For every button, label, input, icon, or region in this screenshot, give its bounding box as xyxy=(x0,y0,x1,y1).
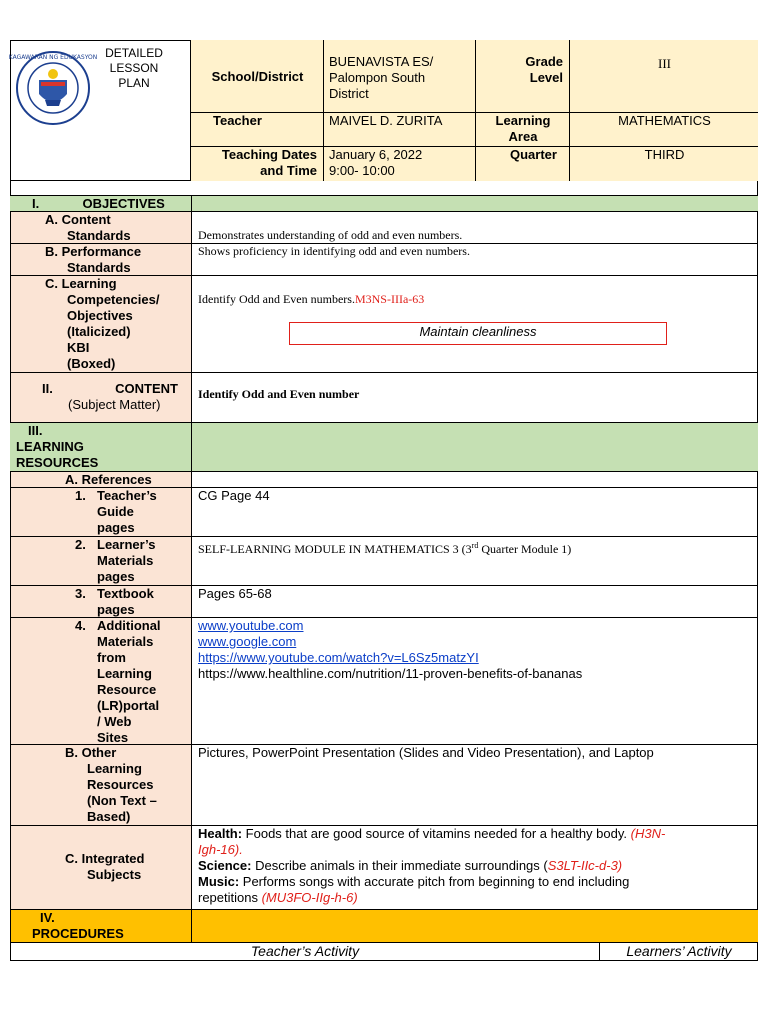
divider xyxy=(191,423,192,472)
quarter-label: Quarter xyxy=(510,147,557,162)
objectives-heading xyxy=(32,196,165,212)
healthline-url: https://www.healthline.com/nutrition/11-proven-benefits-of-bananas xyxy=(198,666,583,681)
label-line: from xyxy=(97,650,126,665)
label-line: Learning xyxy=(87,761,142,776)
grade-label-cell xyxy=(475,40,569,113)
divider xyxy=(191,212,192,244)
label-line: Learner’s xyxy=(97,537,156,552)
heading-line: RESOURCES xyxy=(16,455,99,470)
content-num: II. xyxy=(42,381,53,396)
other-resources-row xyxy=(10,745,758,826)
other-resources-value: Pictures, PowerPoint Presentation (Slides and Video Presentation), and Laptop xyxy=(198,745,654,760)
label-line: Resource xyxy=(97,682,157,697)
dates-value-cell xyxy=(323,147,475,181)
divider xyxy=(191,472,192,488)
content-standards-row xyxy=(10,212,758,244)
google-link[interactable]: www.google.com xyxy=(198,634,297,649)
music-text: repetitions xyxy=(198,890,262,905)
objectives-num: I. xyxy=(32,196,40,211)
performance-standards-label xyxy=(45,244,141,276)
area-value-cell xyxy=(569,113,758,147)
performance-standards-value: Shows proficiency in identifying odd and even numbers. xyxy=(198,244,470,258)
label-line: Standards xyxy=(67,228,131,243)
competencies-label xyxy=(45,276,159,372)
heading-line: IV. xyxy=(40,910,55,925)
label-line: A. Content xyxy=(45,212,111,227)
label-line: (Boxed) xyxy=(67,356,116,371)
label-line: C. Learning xyxy=(45,276,117,291)
dates-label-line: and Time xyxy=(260,163,317,178)
area-label xyxy=(476,113,570,145)
label-line: Teacher’s xyxy=(97,488,157,503)
item-label xyxy=(97,488,197,536)
teachers-guide-label xyxy=(75,488,157,535)
science-text: Describe animals in their immediate surroundings ( xyxy=(251,858,548,873)
health-code-cont: Igh-16). xyxy=(198,842,243,857)
plan-title-line: PLAN xyxy=(118,76,150,90)
header-logo-cell xyxy=(10,40,190,181)
label-line: B. Other xyxy=(65,745,117,760)
label-line: (Italicized) xyxy=(67,324,131,339)
label-line: / Web xyxy=(97,714,132,729)
content-standards-value: Demonstrates understanding of odd and even numbers. xyxy=(198,228,463,242)
dates-value-line: January 6, 2022 xyxy=(329,147,423,162)
resources-heading-row xyxy=(10,423,758,472)
school-label: School/District xyxy=(211,69,304,84)
label-line: KBI xyxy=(67,340,90,355)
area-label-line: Area xyxy=(508,129,538,144)
learners-materials-row xyxy=(10,537,758,586)
school-value-cell xyxy=(323,40,475,113)
item-num: 1. xyxy=(75,488,86,503)
competencies-row xyxy=(10,276,758,373)
quarter-label-cell xyxy=(475,147,569,181)
label-line: (LR)portal xyxy=(97,698,160,713)
quarter-value: THIRD xyxy=(644,147,685,162)
area-label-cell xyxy=(475,113,569,147)
teachers-guide-row xyxy=(10,488,758,537)
science-line xyxy=(198,858,754,874)
dates-value xyxy=(329,147,422,179)
music-text: Performs songs with accurate pitch from beginning to end including xyxy=(239,874,630,889)
objectives-title: OBJECTIVES xyxy=(82,196,165,211)
label-line: Additional xyxy=(97,618,161,633)
spacer-row xyxy=(10,181,758,196)
heading-line: PROCEDURES xyxy=(32,926,124,941)
divider xyxy=(191,373,192,423)
divider xyxy=(191,745,192,826)
content-value: Identify Odd and Even number xyxy=(198,387,360,401)
item-num: 4. xyxy=(75,618,86,633)
additional-materials-links xyxy=(198,618,582,682)
content-label xyxy=(42,381,178,397)
label-line: Standards xyxy=(67,260,131,275)
teacher-value: MAIVEL D. ZURITA xyxy=(329,113,443,128)
teacher-label: Teacher xyxy=(213,113,262,128)
music-label: Music: xyxy=(198,874,240,889)
lm-text: SELF-LEARNING MODULE IN MATHEMATICS 3 (3 xyxy=(198,542,472,556)
dates-label-line: Teaching Dates xyxy=(221,147,317,162)
dates-label xyxy=(191,147,317,179)
item-label xyxy=(97,586,197,618)
youtube-video-link[interactable]: https://www.youtube.com/watch?v=L6Sz5matzYI xyxy=(198,650,479,665)
health-line xyxy=(198,826,754,842)
seal-text: KAGAWARAN NG EDUKASYON xyxy=(8,54,98,61)
school-value-line: Palompon South xyxy=(329,70,426,85)
label-line: Learning xyxy=(97,666,152,681)
divider xyxy=(191,244,192,276)
teacher-value-cell xyxy=(323,113,475,147)
plan-title-line: DETAILED xyxy=(105,46,163,60)
label-line: Resources xyxy=(87,777,154,792)
objectives-heading-row xyxy=(10,196,758,212)
procedures-heading xyxy=(32,910,124,942)
integrated-subjects-row xyxy=(10,826,758,910)
grade-value: III xyxy=(658,56,671,71)
additional-materials-row xyxy=(10,618,758,745)
content-sub: (Subject Matter) xyxy=(68,397,161,412)
label-line: Competencies/ xyxy=(67,292,160,307)
science-label: Science: xyxy=(198,858,252,873)
competency-code: M3NS-IIIa-63 xyxy=(354,292,425,306)
health-code: (H3N- xyxy=(630,826,666,841)
dates-label-cell xyxy=(190,147,323,181)
music-code: (MU3FO-IIg-h-6) xyxy=(261,890,358,905)
kbi-box: Maintain cleanliness xyxy=(289,322,667,345)
grade-label-line: Grade xyxy=(525,54,563,69)
label-line: Materials xyxy=(97,634,154,649)
divider xyxy=(10,910,11,943)
item-num: 3. xyxy=(75,586,86,601)
content-standards-label xyxy=(45,212,131,244)
label-line: pages xyxy=(97,602,135,617)
school-value-line: BUENAVISTA ES/ xyxy=(329,54,434,69)
area-label-line: Learning xyxy=(495,113,551,128)
heading-line: III. xyxy=(28,423,43,438)
activity-header-row xyxy=(10,943,758,961)
label-line: Textbook xyxy=(97,586,154,601)
lesson-plan-page xyxy=(10,40,758,961)
divider xyxy=(191,910,192,943)
references-label: A. References xyxy=(65,472,152,487)
science-code: S3LT-IIc-d-3) xyxy=(547,858,623,873)
grade-label-line: Level xyxy=(529,70,563,85)
content-row xyxy=(10,373,758,423)
lm-text: Quarter Module 1) xyxy=(478,542,572,556)
integrated-subjects-value xyxy=(198,826,754,906)
grade-value-cell xyxy=(569,40,758,113)
label-line: pages xyxy=(97,520,135,535)
textbook-label xyxy=(75,586,154,617)
other-resources-label xyxy=(65,745,157,825)
content-title: CONTENT xyxy=(115,381,178,396)
school-label-cell xyxy=(190,40,323,113)
music-line-cont xyxy=(198,890,754,906)
heading-line: LEARNING xyxy=(16,439,84,454)
health-text: Foods that are good source of vitamins needed for a healthy body. xyxy=(242,826,628,841)
health-label: Health: xyxy=(198,826,243,841)
school-value xyxy=(329,54,433,102)
learners-materials-value xyxy=(198,538,571,557)
label-line: Objectives xyxy=(67,308,133,323)
learners-materials-label xyxy=(75,537,156,584)
area-value: MATHEMATICS xyxy=(618,113,711,128)
label-line: (Non Text – xyxy=(87,793,157,808)
label-line: Subjects xyxy=(87,867,142,882)
learner-activity-header: Learners’ Activity xyxy=(626,943,732,959)
divider xyxy=(191,826,192,910)
dates-value-line: 9:00- 10:00 xyxy=(329,163,395,178)
integrated-subjects-label xyxy=(65,851,144,883)
textbook-row xyxy=(10,586,758,618)
item-num: 2. xyxy=(75,537,86,552)
deped-seal-icon xyxy=(8,50,98,126)
performance-standards-row xyxy=(10,244,758,276)
competencies-value xyxy=(198,292,424,307)
plan-title xyxy=(88,46,180,91)
grade-label xyxy=(476,54,563,86)
item-label xyxy=(97,537,197,585)
label-line: C. Integrated xyxy=(65,851,145,866)
teacher-activity-header: Teacher’s Activity xyxy=(250,943,360,959)
resources-heading xyxy=(16,423,98,471)
divider xyxy=(191,196,192,212)
music-line xyxy=(198,874,754,890)
label-line: Materials xyxy=(97,553,154,568)
teachers-guide-value: CG Page 44 xyxy=(198,488,270,503)
label-line: B. Performance xyxy=(45,244,142,259)
plan-title-line: LESSON xyxy=(109,61,159,75)
divider xyxy=(191,276,192,373)
youtube-link[interactable]: www.youtube.com xyxy=(198,618,304,633)
textbook-value: Pages 65-68 xyxy=(198,586,272,601)
lm-sup: rd xyxy=(471,541,479,550)
additional-materials-label xyxy=(75,618,161,745)
label-line: Sites xyxy=(97,730,129,745)
label-line: Guide xyxy=(97,504,134,519)
references-row xyxy=(10,472,758,488)
label-line: Based) xyxy=(87,809,131,824)
competency-text: Identify Odd and Even numbers. xyxy=(198,292,355,306)
quarter-value-cell xyxy=(569,147,758,181)
item-label xyxy=(97,618,197,746)
teacher-label-cell xyxy=(190,113,323,147)
procedures-heading-row xyxy=(10,910,758,943)
label-line: pages xyxy=(97,569,135,584)
school-value-line: District xyxy=(329,86,369,101)
